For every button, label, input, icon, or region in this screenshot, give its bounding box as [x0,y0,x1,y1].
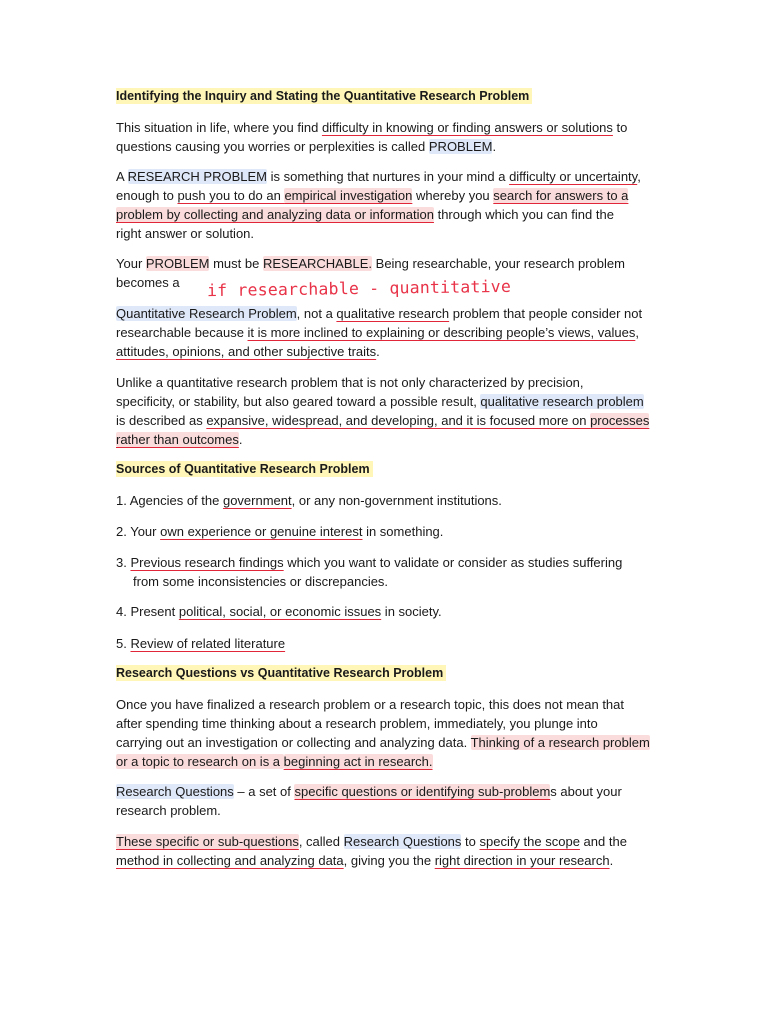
heading-research-questions: Research Questions vs Quantitative Research Problem [116,664,656,683]
heading-inquiry: Identifying the Inquiry and Stating the Quantitative Research Problem [116,87,656,106]
paragraph-finalized-problem: Once you have finalized a research problem or a research topic, this does not mean that after spending time thinking about a research problem, immediately, you plunge into carrying out an investigation or collecting and analyzing data. Thinking of a research problem or a topic to research on is a beginning act in research. [116,697,650,769]
paragraph-researchable: Your PROBLEM must be RESEARCHABLE. Being researchable, your research problem becomes a [116,256,625,290]
source-item-1: 1. Agencies of the government, or any non-government institutions. [116,493,502,508]
paragraph-quantitative-problem: Quantitative Research Problem, not a qualitative research problem that people consider not researchable because it is more inclined to explaining or describing people’s views, values, attitudes, opinions, and other subjective traits. [116,306,643,359]
handwritten-annotation: if researchable - quantitative [206,276,512,301]
paragraph-sub-questions: These specific or sub-questions, called Research Questions to specify the scope and the method in collecting and analyzing data, giving you the right direction in your research. [116,834,627,868]
paragraph-qualitative-contrast: Unlike a quantitative research problem that is not only characterized by precision, specificity, or stability, but also geared toward a possible result, qualitative research problem is described as expansive, widespread, and developing, and it is focused more on processes rather than outcomes. [116,375,650,447]
source-item-3-continued: from some inconsistencies or discrepancies. [133,574,389,589]
source-item-2: 2. Your own experience or genuine interest in something. [116,524,444,539]
heading-sources: Sources of Quantitative Research Problem [116,460,656,479]
paragraph-problem-definition: This situation in life, where you find difficulty in knowing or finding answers or solutions to questions causing you worries or perplexities is called PROBLEM. [116,120,628,154]
paragraph-research-problem: A RESEARCH PROBLEM is something that nurtures in your mind a difficulty or uncertainty, enough to push you to do an empirical investigation whereby you search for answers to a problem by collecting and analyzing data or information through which you can find the right answer or solution. [116,169,641,241]
source-item-5: 5. Review of related literature [116,636,286,651]
source-item-4: 4. Present political, social, or economic issues in society. [116,604,442,619]
source-item-3: 3. Previous research findings which you want to validate or consider as studies suffering [116,555,623,570]
paragraph-research-questions: Research Questions – a set of specific questions or identifying sub-problems about your research problem. [116,784,622,818]
